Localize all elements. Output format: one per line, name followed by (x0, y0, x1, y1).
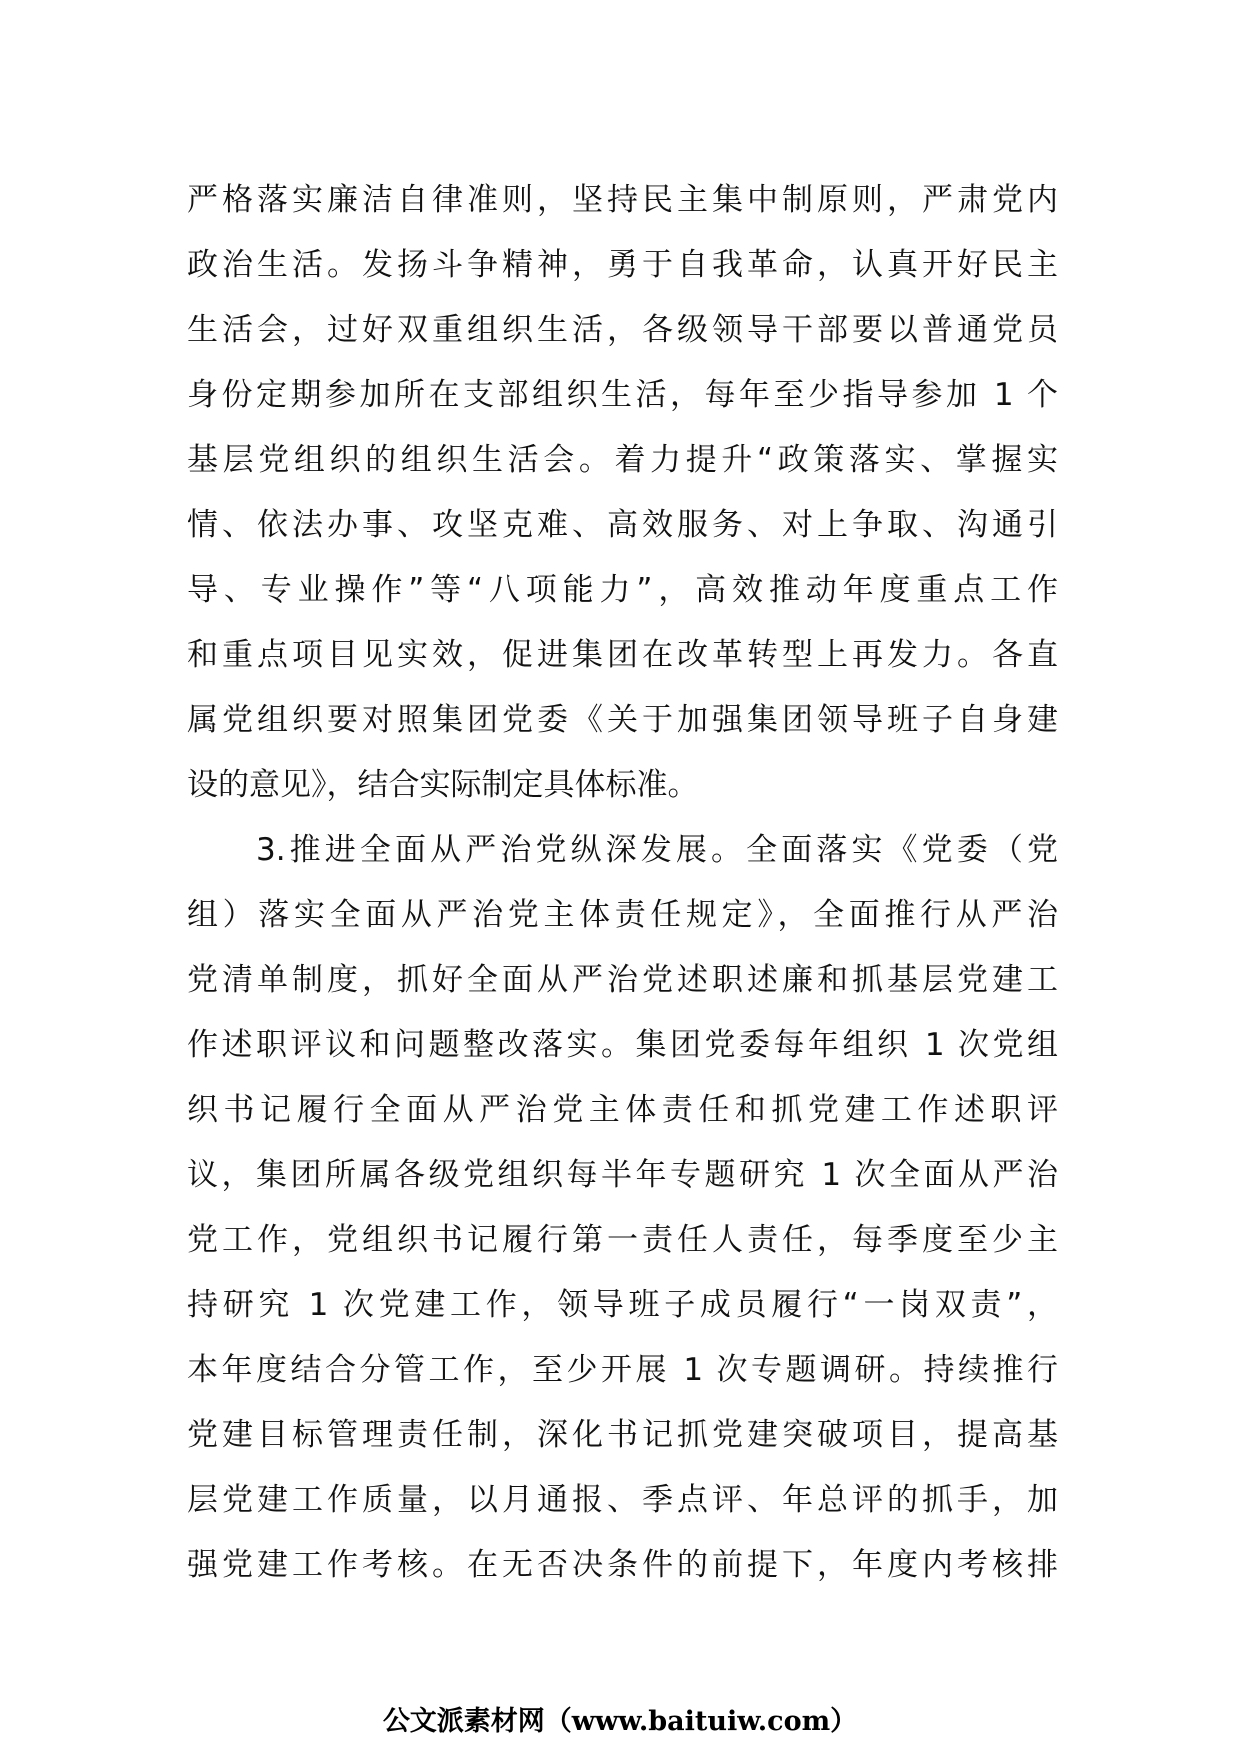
paragraph-2 (187, 818, 1058, 1598)
text-line: 议，集团所属各级党组织每半年专题研究 1 次全面从严治 (187, 1157, 1058, 1193)
text-line: 3.推进全面从严治党纵深发展。全面落实《党委（党 (256, 832, 1058, 868)
footer-watermark: 公文派素材网（www.baituiw.com） (382, 1706, 858, 1737)
text-line: 情、依法办事、攻坚克难、高效服务、对上争取、沟通引 (187, 507, 1058, 543)
text-line: 设的意见》，结合实际制定具体标准。 (187, 767, 699, 803)
text-line: 党建目标管理责任制，深化书记抓党建突破项目，提高基 (187, 1417, 1058, 1453)
document-body (187, 168, 1058, 1598)
text-line: 党清单制度，抓好全面从严治党述职述廉和抓基层党建工 (187, 962, 1058, 998)
text-line: 属党组织要对照集团党委《关于加强集团领导班子自身建 (187, 702, 1058, 738)
text-line: 强党建工作考核。在无否决条件的前提下，年度内考核排 (187, 1547, 1058, 1583)
text-line: 生活会，过好双重组织生活，各级领导干部要以普通党员 (187, 312, 1058, 348)
text-line: 作述职评议和问题整改落实。集团党委每年组织 1 次党组 (187, 1027, 1058, 1063)
paragraph-1 (187, 168, 1058, 818)
text-line: 身份定期参加所在支部组织生活，每年至少指导参加 1 个 (187, 377, 1058, 413)
text-line: 严格落实廉洁自律准则，坚持民主集中制原则，严肃党内 (187, 182, 1058, 218)
text-line: 织书记履行全面从严治党主体责任和抓党建工作述职评 (187, 1092, 1058, 1128)
text-line: 基层党组织的组织生活会。着力提升“政策落实、掌握实 (187, 442, 1058, 478)
text-line: 持研究 1 次党建工作，领导班子成员履行“一岗双责”， (187, 1287, 1058, 1323)
text-line: 导、专业操作”等“八项能力”，高效推动年度重点工作 (187, 572, 1058, 608)
text-line: 党工作，党组织书记履行第一责任人责任，每季度至少主 (187, 1222, 1058, 1258)
text-line: 本年度结合分管工作，至少开展 1 次专题调研。持续推行 (187, 1352, 1058, 1388)
text-line: 政治生活。发扬斗争精神，勇于自我革命，认真开好民主 (187, 247, 1058, 283)
text-line: 和重点项目见实效，促进集团在改革转型上再发力。各直 (187, 637, 1058, 673)
text-line: 组）落实全面从严治党主体责任规定》，全面推行从严治 (187, 897, 1058, 933)
text-line: 层党建工作质量，以月通报、季点评、年总评的抓手，加 (187, 1482, 1058, 1518)
